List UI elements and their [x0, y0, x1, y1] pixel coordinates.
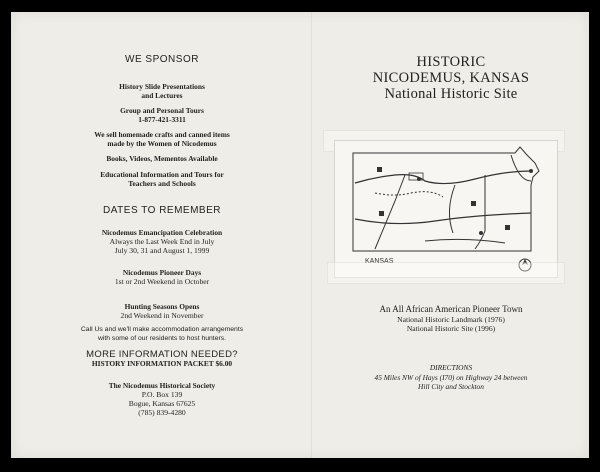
- map-label-kansas: KANSAS: [365, 258, 394, 265]
- event-line: July 30, 31 and August 1, 1999: [114, 246, 210, 255]
- address-line: (785) 839-4280: [138, 408, 186, 417]
- town-marker: [529, 169, 533, 173]
- sponsor-line: Educational Information and Tours for: [100, 170, 224, 179]
- town-marker: [479, 231, 483, 235]
- dates-heading: DATES TO REMEMBER: [103, 205, 221, 216]
- highway-24: [355, 171, 531, 184]
- hunter-note: [31, 325, 293, 343]
- sponsor-line: Teachers and Schools: [128, 179, 196, 188]
- more-info-heading: MORE INFORMATION NEEDED?: [86, 349, 238, 360]
- directions-line: 45 Miles NW of Hays (I70) on Highway 24 between: [374, 373, 528, 382]
- event-pioneer-days: [31, 268, 293, 286]
- highway-north-south: [475, 175, 485, 249]
- highway-shield: [505, 225, 510, 230]
- fold-line: [311, 12, 312, 458]
- site-title: [320, 54, 582, 102]
- event-line: 2nd Weekend in November: [120, 311, 204, 320]
- highway-east: [511, 155, 531, 181]
- sponsor-line: 1-877-421-3311: [138, 115, 186, 124]
- sponsor-line: Group and Personal Tours: [120, 106, 204, 115]
- river: [375, 192, 443, 197]
- sponsor-line: History Slide Presentations: [119, 82, 205, 91]
- society-name: The Nicodemus Historical Society: [108, 381, 216, 390]
- sponsor-item-tours: [31, 106, 293, 124]
- packet-price: HISTORY INFORMATION PACKET $6.00: [91, 359, 233, 368]
- note-line: with some of our residents to host hunters.: [97, 335, 227, 342]
- society-block: [31, 381, 293, 417]
- tape-strip: [327, 262, 565, 284]
- kansas-map: [334, 140, 558, 278]
- brochure-page: [11, 12, 589, 458]
- sponsor-item-crafts: [31, 130, 293, 148]
- address-line: P.O. Box 139: [141, 390, 183, 399]
- map-graphic: [335, 141, 557, 277]
- sponsor-line: We sell homemade crafts and canned items: [94, 130, 230, 139]
- event-hunting: [31, 302, 293, 320]
- sponsor-item-books: [31, 154, 293, 163]
- sponsor-heading: WE SPONSOR: [125, 54, 199, 65]
- event-title: Nicodemus Pioneer Days: [122, 268, 202, 277]
- title-line: National Historic Site: [384, 86, 518, 102]
- directions-heading: DIRECTIONS: [429, 363, 473, 372]
- left-panel: [31, 12, 293, 458]
- address-line: Bogue, Kansas 67625: [128, 399, 196, 408]
- event-title: Nicodemus Emancipation Celebration: [101, 228, 223, 237]
- title-line: HISTORIC: [416, 54, 486, 70]
- sponsor-line: made by the Women of Nicodemus: [107, 139, 217, 148]
- directions-line: Hill City and Stockton: [418, 382, 484, 391]
- title-line: NICODEMUS, KANSAS: [372, 70, 530, 86]
- event-line: 1st or 2nd Weekend in October: [114, 277, 210, 286]
- event-line: Always the Last Week End in July: [109, 237, 215, 246]
- highway-shield: [379, 211, 384, 216]
- event-title: Hunting Seasons Opens: [124, 302, 200, 311]
- highway-center: [449, 185, 455, 233]
- landmark-line: National Historic Landmark (1976): [397, 315, 505, 324]
- tagline: An All African American Pioneer Town: [379, 304, 523, 314]
- highway-south: [425, 239, 505, 243]
- event-emancipation: [31, 228, 293, 255]
- highway-shield: [377, 167, 382, 172]
- sponsor-item-slides: [31, 82, 293, 100]
- sponsor-line: Books, Videos, Mementos Available: [106, 154, 218, 163]
- landmark-line: National Historic Site (1996): [406, 324, 496, 333]
- sponsor-item-education: [31, 170, 293, 188]
- highway-shield: [471, 201, 476, 206]
- sponsor-line: and Lectures: [141, 91, 183, 100]
- note-line: Call Us and we'll make accommodation arrangements: [80, 326, 244, 333]
